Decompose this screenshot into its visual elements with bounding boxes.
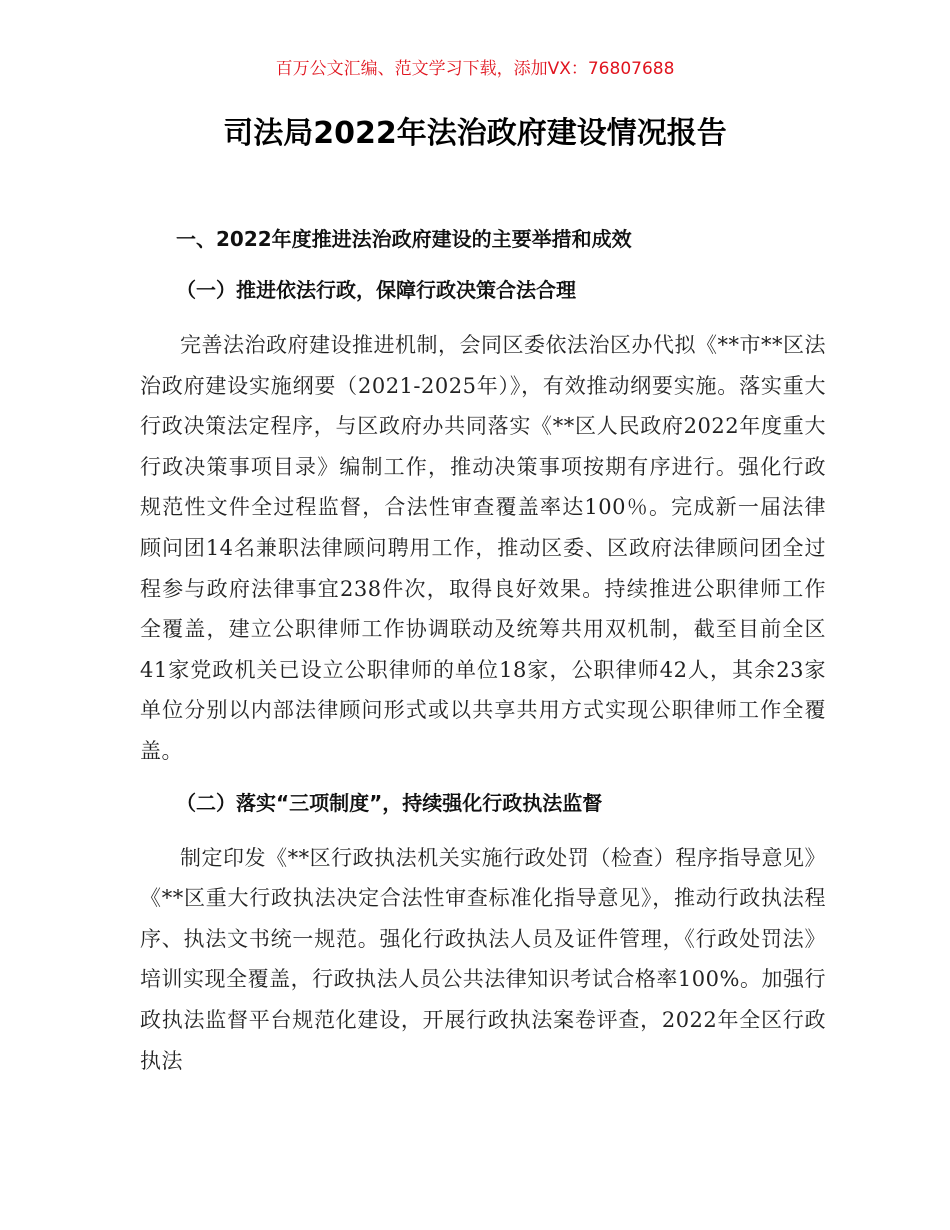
paragraph-2: 制定印发《**区行政执法机关实施行政处罚（检查）程序指导意见》《**区重大行政执法决定合法性审查标准化指导意见》，推动行政执法程序、执法文书统一规范。强化行政执法人员及证件管理，《行政处罚法》培训实现全覆盖，行政执法人员公共法律知识考试合格率100%。加强行政执法监督平台规范化建设，开展行政执法案卷评查，2022年全区行政执法 xyxy=(140,845,826,1073)
document-body xyxy=(140,222,826,1081)
subsection-heading-2: （二）落实“三项制度”，持续强化行政执法监督 xyxy=(176,790,603,815)
paragraph-1: 完善法治政府建设推进机制，会同区委依法治区办代拟《**市**区法治政府建设实施纲要（2021-2025年）》，有效推动纲要实施。落实重大行政决策法定程序，与区政府办共同落实《**区人民政府2022年度重大行政决策事项目录》编制工作，推动决策事项按期有序进行。强化行政规范性文件全过程监督，合法性审查覆盖率达100％。完成新一届法律顾问团14名兼职法律顾问聘用工作，推动区委、区政府法律顾问团全过程参与政府法律事宜238件次，取得良好效果。持续推进公职律师工作全覆盖，建立公职律师工作协调联动及统筹共用双机制，截至目前全区41家党政机关已设立公职律师的单位18家，公职律师42人，其余23家单位分别以内部法律顾问形式或以共享共用方式实现公职律师工作全覆盖。 xyxy=(140,333,826,763)
document-title: 司法局2022年法治政府建设情况报告 xyxy=(223,116,727,151)
watermark-banner: 百万公文汇编、范文学习下载，添加VX：76807688 xyxy=(275,59,675,79)
section-heading: 一、2022年度推进法治政府建设的主要举措和成效 xyxy=(176,227,632,251)
subsection-heading-1: （一）推进依法行政，保障行政决策合法合理 xyxy=(176,278,576,302)
